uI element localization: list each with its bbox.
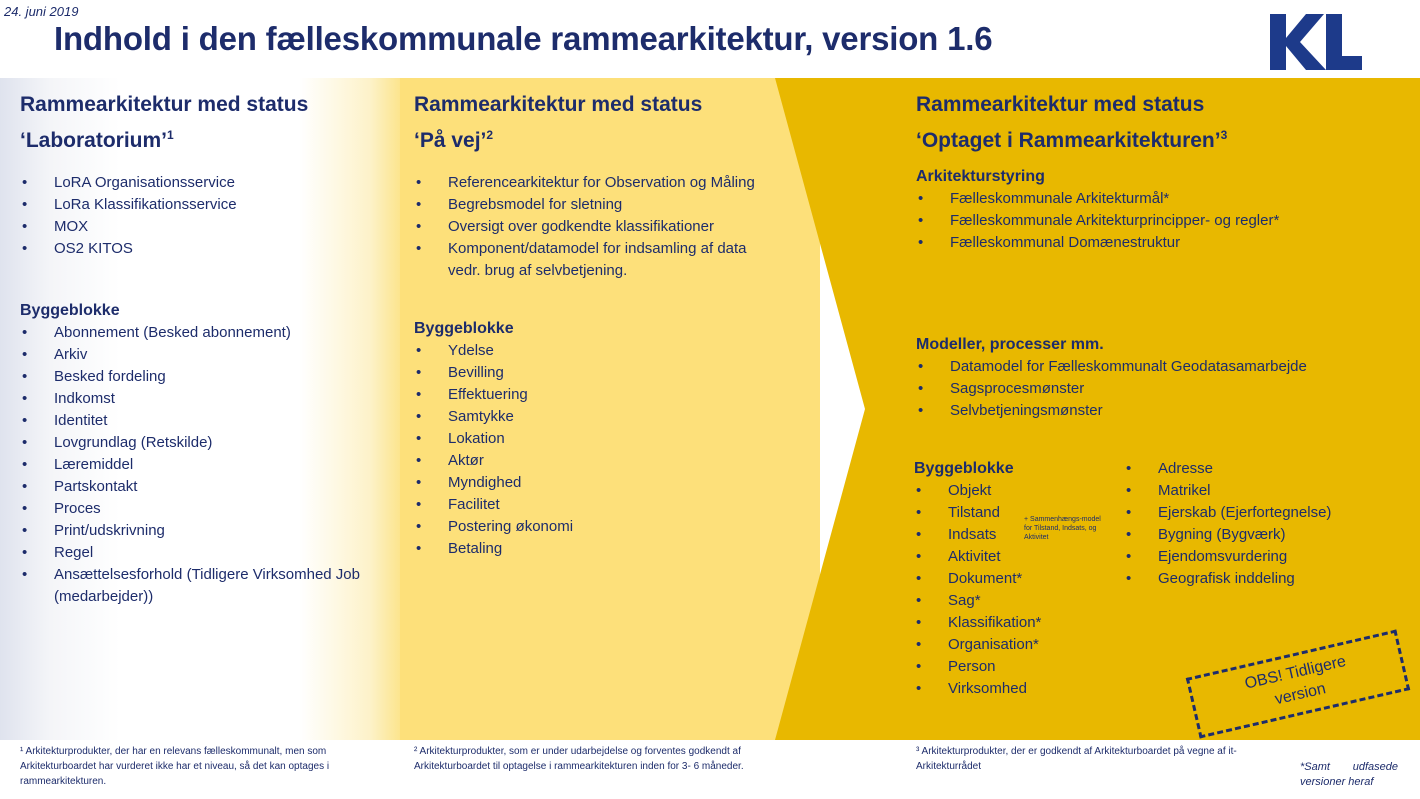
list-item: • Ydelse — [414, 340, 784, 362]
date: 24. juni 2019 — [4, 4, 79, 19]
paavej-column — [414, 90, 784, 560]
footnote-1: ¹ Arkitekturprodukter, der har en relevans fælleskommunalt, men som Arkitekturboardet har vurderet ikke har et niveau, så det kan optages i rammearkitekturen. — [20, 746, 330, 787]
list-item: • Myndighed — [414, 472, 784, 494]
list-item: • Proces — [20, 498, 360, 520]
list-item: • Person — [914, 656, 1114, 678]
list-item: • Begrebsmodel for sletning — [414, 194, 774, 216]
list-item: • Fælleskommunal Domænestruktur — [916, 232, 1406, 254]
list-item: • Print/udskrivning — [20, 520, 360, 542]
list-item: • Partskontakt — [20, 476, 360, 498]
optaget-byggeblokke-list-a — [914, 480, 1114, 700]
list-item: • Indsats — [914, 524, 1114, 546]
list-item: • Arkiv — [20, 344, 360, 366]
list-item: • Aktivitet — [914, 546, 1114, 568]
list-item: • OS2 KITOS — [20, 238, 390, 260]
list-item: • Sag* — [914, 590, 1114, 612]
modeller-section — [916, 334, 1406, 422]
modeller-label: Modeller, processer mm. — [916, 336, 1104, 353]
footnote-3: ³ Arkitekturprodukter, der er godkendt af Arkitekturboardet på vegne af it-Arkitekturrådet — [916, 746, 1237, 772]
optaget-byggeblokke-list-b — [1124, 458, 1344, 590]
list-item: • Aktør — [414, 450, 784, 472]
styring-label: Arkitekturstyring — [916, 168, 1045, 185]
list-item: • Besked fordeling — [20, 366, 360, 388]
list-item: • Ejendomsvurdering — [1124, 546, 1344, 568]
list-item: • LoRa Klassifikationsservice — [20, 194, 390, 216]
list-item: • Betaling — [414, 538, 784, 560]
list-item: • Matrikel — [1124, 480, 1344, 502]
lab-byggeblokke-list — [20, 322, 360, 608]
optaget-column — [916, 90, 1406, 254]
list-item: • Klassifikation* — [914, 612, 1114, 634]
list-item: • Oversigt over godkendte klassifikationer — [414, 216, 774, 238]
list-item: • Fælleskommunale Arkitekturprincipper- og regler* — [916, 210, 1406, 232]
list-item: • Virksomhed — [914, 678, 1114, 700]
paavej-list — [414, 172, 774, 282]
list-item: • Objekt — [914, 480, 1114, 502]
paavej-title: Rammearkitektur med status ‘På vej’$^2$ — [414, 93, 703, 152]
list-item: • Facilitet — [414, 494, 784, 516]
lab-title: Rammearkitektur med status ‘Laboratorium’$^1$ — [20, 93, 309, 152]
list-item: • LoRA Organisationsservice — [20, 172, 390, 194]
list-item: • Dokument* — [914, 568, 1114, 590]
kl-logo — [1268, 12, 1364, 72]
list-item: • Ansættelsesforhold (Tidligere Virksomhed Job (medarbejder)) — [20, 564, 360, 608]
samt-note: *Samt udfasede versioner heraf — [1300, 761, 1398, 788]
sammenhaeng-note: + Sammenhængs-model for Tilstand, Indsats, og Aktivitet — [1024, 516, 1101, 541]
styring-list — [916, 188, 1406, 254]
optaget-byggeblokke-label: Byggeblokke — [914, 460, 1014, 477]
list-item: • Datamodel for Fælleskommunalt Geodatasamarbejde — [916, 356, 1406, 378]
list-item: • Organisation* — [914, 634, 1114, 656]
paavej-byggeblokke-label: Byggeblokke — [414, 320, 514, 337]
modeller-list — [916, 356, 1406, 422]
list-item: • Abonnement (Besked abonnement) — [20, 322, 360, 344]
lab-column — [20, 90, 390, 608]
list-item: • Regel — [20, 542, 360, 564]
lab-list — [20, 172, 390, 260]
list-item: • Komponent/datamodel for indsamling af data vedr. brug af selvbetjening. — [414, 238, 774, 282]
footnote-2: ² Arkitekturprodukter, som er under udarbejdelse og forventes godkendt af Arkitekturboardet til optagelse i rammearkitekturen inden for 3- 6 måneder. — [414, 746, 744, 772]
list-item: • Identitet — [20, 410, 360, 432]
paavej-byggeblokke-list — [414, 340, 784, 560]
list-item: • Lovgrundlag (Retskilde) — [20, 432, 360, 454]
list-item: • Selvbetjeningsmønster — [916, 400, 1406, 422]
list-item: • Samtykke — [414, 406, 784, 428]
optaget-byggeblokke-a — [914, 458, 1114, 700]
list-item: • Geografisk inddeling — [1124, 568, 1344, 590]
obs-text: OBS! Tidligere version — [1243, 652, 1348, 709]
list-item: • Læremiddel — [20, 454, 360, 476]
list-item: • Adresse — [1124, 458, 1344, 480]
list-item: • Fælleskommunale Arkitekturmål* — [916, 188, 1406, 210]
list-item: • MOX — [20, 216, 390, 238]
list-item: • Bevilling — [414, 362, 784, 384]
list-item: • Effektuering — [414, 384, 784, 406]
lab-byggeblokke-label: Byggeblokke — [20, 302, 120, 319]
list-item: • Postering økonomi — [414, 516, 784, 538]
list-item: • Referencearkitektur for Observation og Måling — [414, 172, 774, 194]
list-item: • Sagsprocesmønster — [916, 378, 1406, 400]
list-item: • Lokation — [414, 428, 784, 450]
list-item: • Indkomst — [20, 388, 360, 410]
optaget-byggeblokke-b — [1124, 458, 1344, 590]
list-item: • Tilstand — [914, 502, 1114, 524]
list-item: • Ejerskab (Ejerfortegnelse) — [1124, 502, 1344, 524]
page-title: Indhold i den fælleskommunale rammearkitektur, version 1.6 — [54, 20, 993, 57]
list-item: • Bygning (Bygværk) — [1124, 524, 1344, 546]
optaget-title: Rammearkitektur med status ‘Optaget i Rammearkitekturen’$^3$ — [916, 93, 1228, 152]
